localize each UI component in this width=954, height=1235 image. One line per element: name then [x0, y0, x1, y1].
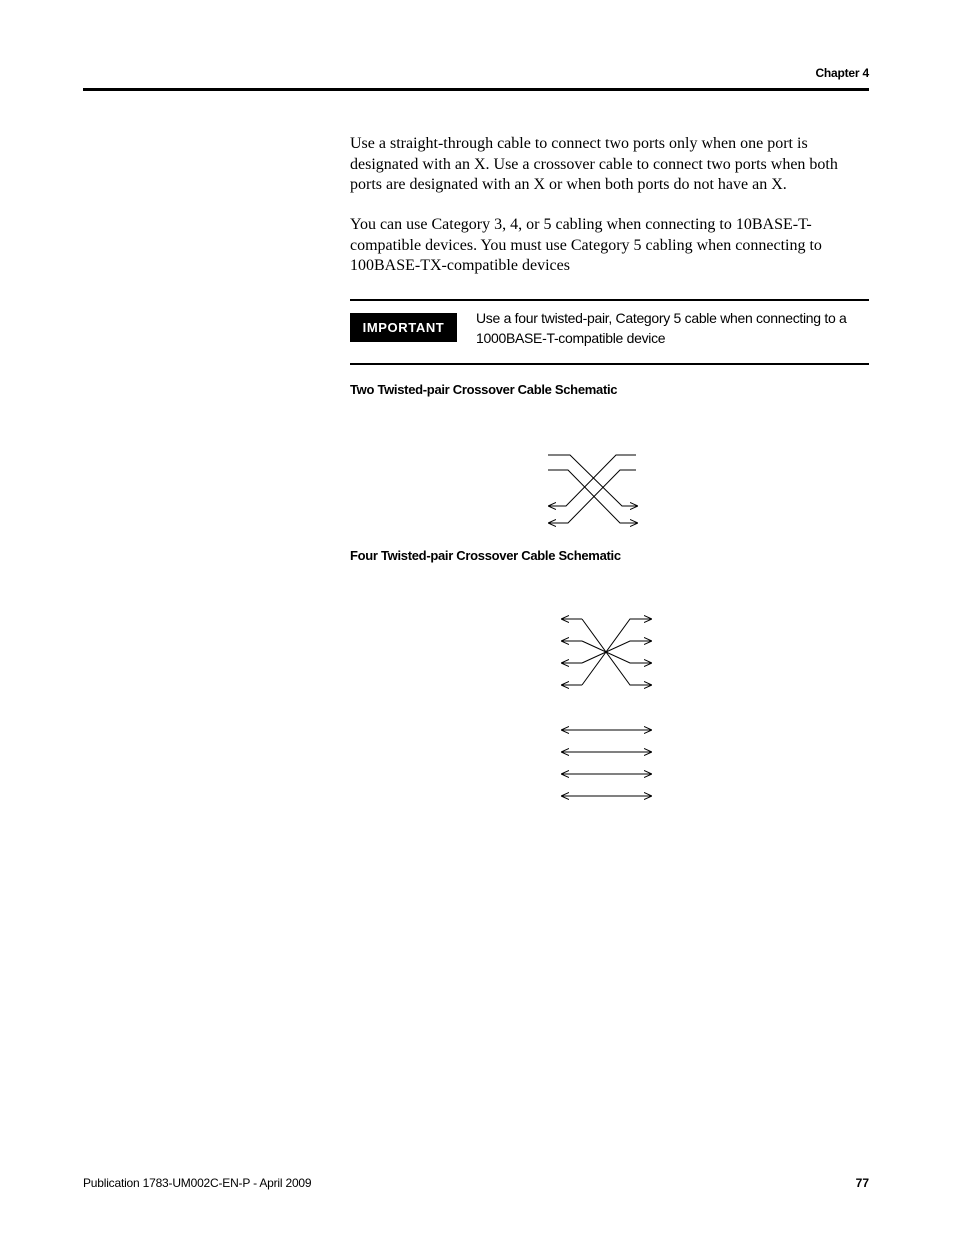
important-badge: IMPORTANT: [350, 313, 457, 342]
wire-d: [549, 470, 636, 523]
important-text: Use a four twisted-pair, Category 5 cable when connecting to a 1000BASE-T-compatible device: [476, 310, 847, 346]
important-note: [350, 299, 869, 365]
page-number: 77: [855, 1176, 869, 1190]
paragraph-category-cabling: You can use Category 3, 4, or 5 cabling when connecting to 10BASE-T-compatible devices. You must use Category 5 cabling when connecting to 100BASE-TX-compatible devices: [350, 216, 822, 274]
publication-footer: Publication 1783-UM002C-EN-P - April 2009: [83, 1176, 312, 1190]
paragraph-straight-through: Use a straight-through cable to connect two ports only when one port is designated with an X. Use a crossover cable to connect two ports when both ports are designated with an X or when both ports do not have an X.: [350, 135, 838, 193]
chapter-label: Chapter 4: [815, 66, 869, 80]
four-pair-caption: Four Twisted-pair Crossover Cable Schematic: [350, 548, 621, 563]
two-pair-caption: Two Twisted-pair Crossover Cable Schematic: [350, 382, 618, 397]
header-rule: [83, 88, 869, 91]
four-pair-crossover-schematic: [554, 610, 659, 805]
wire-b: [548, 470, 637, 523]
two-pair-crossover-schematic: [540, 448, 650, 533]
